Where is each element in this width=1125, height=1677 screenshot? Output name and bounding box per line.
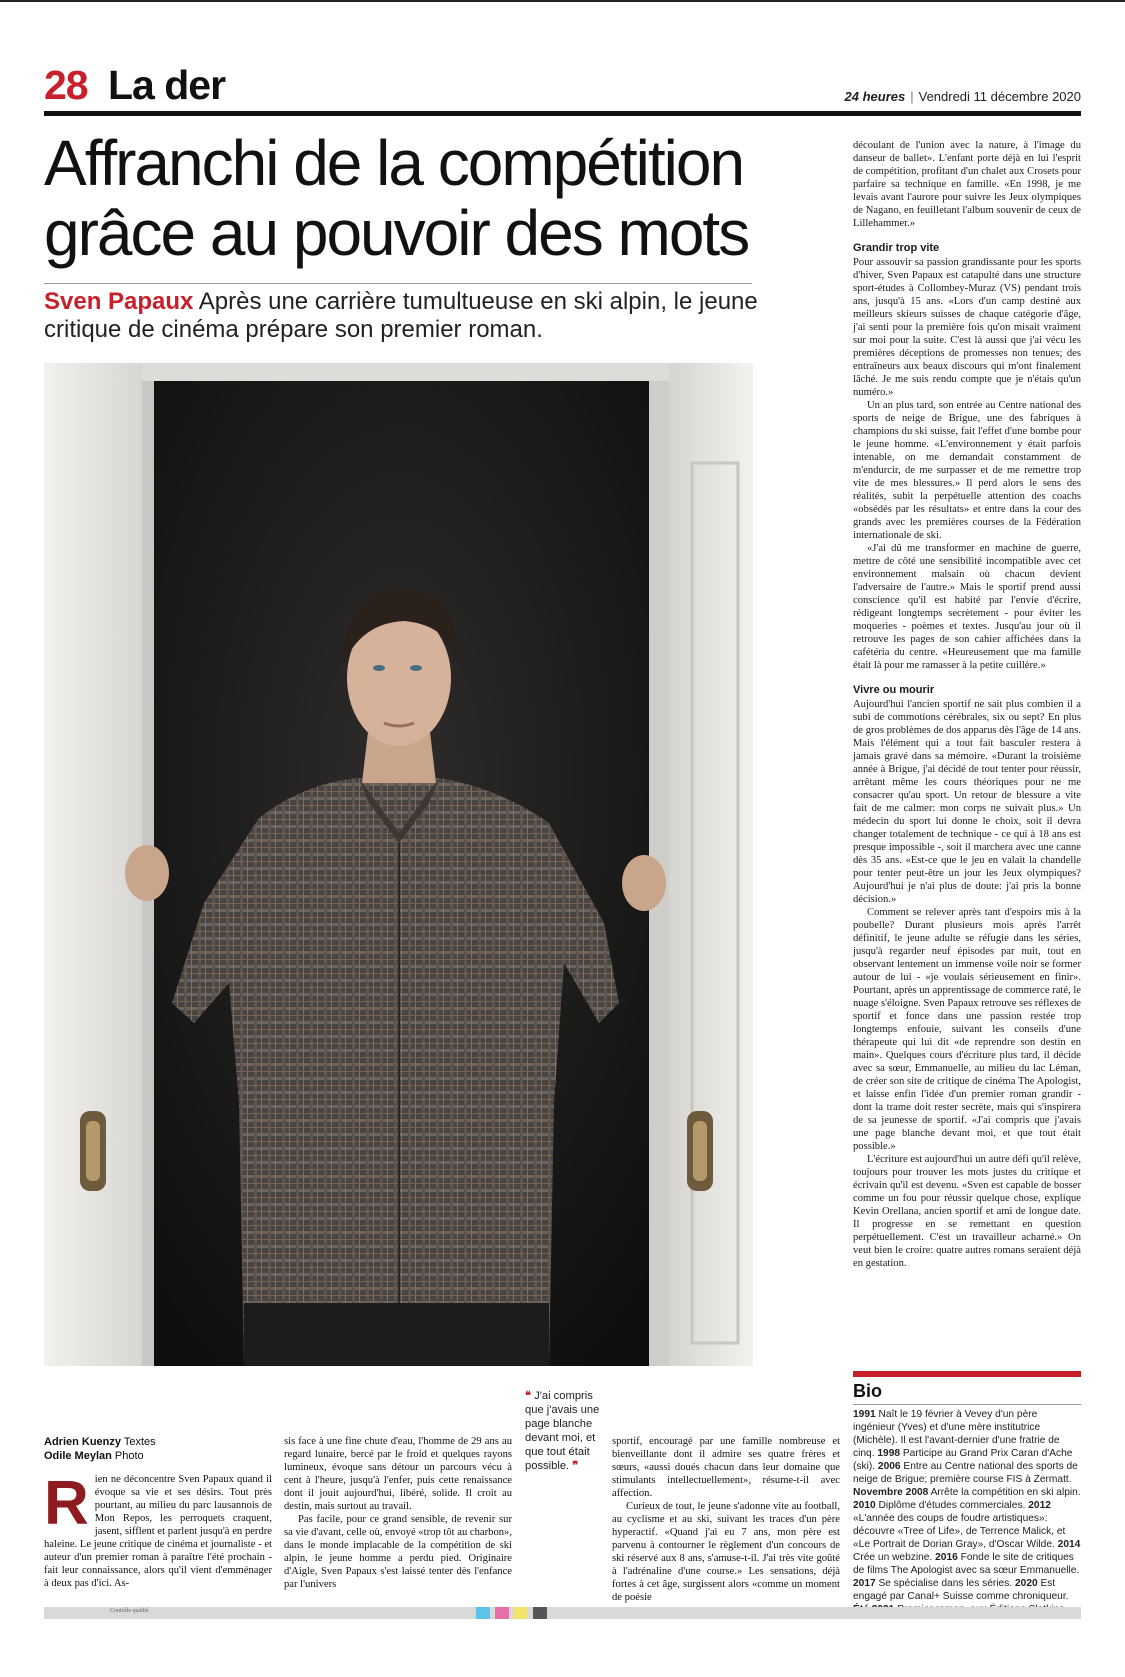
- bio-text: [853, 1408, 1081, 1616]
- bio-entry-text: Participe au Grand Prix Caran d'Ache (ski).: [853, 1448, 1073, 1472]
- masthead: [845, 89, 1081, 104]
- author-name: Adrien Kuenzy: [44, 1436, 122, 1448]
- bio-entry-text: Arrête la compétition en ski alpin.: [928, 1487, 1081, 1498]
- paragraph: L'écriture est aujourd'hui un autre défi qu'il relève, toujours pour trouver les mots justes du critique et écrivain qu'il est devenu. «Sven est capable de bosser comme un fou pour réussir quelque chose, explique Kevin Orellana, ancien sportif et ami de longue date. Il progresse en se remettant en question perpétuellement. C'est un travailleur acharné.» On veut bien le croire: quatre autres romans seraient déjà en gestation.: [853, 1154, 1081, 1269]
- headline-line-2: grâce au pouvoir des mots: [44, 197, 749, 269]
- bio-divider: [853, 1404, 1081, 1405]
- subheading: Grandir trop vite: [853, 242, 940, 254]
- photographer-role: Photo: [114, 1450, 144, 1462]
- portrait-photo: [44, 363, 753, 1366]
- bio-year: 2020: [1014, 1578, 1038, 1589]
- bio-entry-text: Diplôme d'études commerciales.: [875, 1500, 1029, 1511]
- bio-entry-text: Crée un webzine.: [853, 1552, 936, 1563]
- author-role: Textes: [123, 1436, 156, 1448]
- deck-name: Sven Papaux: [44, 288, 194, 315]
- paragraph: sportif, encouragé par une famille nombreuse et bienveillante dont il admire ses quatre frères et sœurs, «aussi doués chacun dans leur domaine que stimulants intellectuellement», résume-t-il avec affection.: [612, 1436, 840, 1499]
- subheading: Vivre ou mourir: [853, 684, 935, 696]
- bio-year: 2016: [935, 1552, 958, 1563]
- paragraph: Un an plus tard, son entrée au Centre national des sports de neige de Brigue, une des fabriques à champions du ski suisse, fait l'effet d'une bombe pour le jeune homme. «L'environnement y était parfois intenable, on me demandait constamment de m'endurcir, de me surpasser et de me remettre trop vite de mes blessures.» Il perd alors le sens des réalités, subit la perpétuelle attention des coachs «obsédés par les résultats» et entre dans la cour des grands avec les premières courses de la Fédération internationale de ski.: [853, 400, 1081, 541]
- issue-date: Vendredi 11 décembre 2020: [918, 89, 1081, 104]
- bio-year: 1991: [853, 1409, 876, 1420]
- section-title: La der: [108, 62, 226, 108]
- cyan-swatch: [476, 1607, 490, 1619]
- bio-year: 2014: [1057, 1539, 1081, 1550]
- bio-year: 2012: [1028, 1500, 1051, 1511]
- magenta-swatch: [495, 1607, 509, 1619]
- column-2-text: [284, 1435, 512, 1591]
- bio-entry-text: Entre au Centre national des sports de neige de Brigue; première course FIS à Zermatt.: [853, 1461, 1078, 1485]
- pull-quote: [525, 1389, 613, 1473]
- headline-line-1: Affranchi de la compétition: [44, 127, 744, 199]
- paragraph: Pas facile, pour ce grand sensible, de revenir sur sa vie d'avant, celle où, envoyé «trop tôt au charbon», dans le monde implacable de la compétition de ski alpin, le jeune homme a perdu pied. Originaire d'Aigle, Sven Papaux s'est laissé tenter dès l'enfance par l'univers: [284, 1514, 512, 1590]
- quality-control-label: Contrôle qualité: [110, 1608, 149, 1614]
- lead-paragraph: ien ne déconcentre Sven Papaux quand il évoque sa vie et ses désirs. Tout près pourtant, au milieu du parc lausannois de Mon Repos, les perroquets craquent, jasent, sifflent et parlent jusqu'à en perdre haleine. Le jeune critique de cinéma et journaliste - et auteur d'un premier roman à paraître l'été prochain - fait leur connaissance, alors qu'il vient d'emménager à deux pas d'ici. As-: [44, 1474, 272, 1589]
- bio-year: 1998: [877, 1448, 901, 1459]
- bio-year: Novembre 2008: [853, 1487, 929, 1498]
- bio-rule: [853, 1371, 1081, 1377]
- black-swatch: [533, 1607, 547, 1619]
- photographer-name: Odile Meylan: [44, 1450, 112, 1462]
- header-rule: [44, 111, 1081, 116]
- bio-entry-text: Naît le 19 février à Vevey d'un père ingénieur (Yves) et d'une mère institutrice (Michèle). Il est l'avant-dernier d'une fratrie de cinq.: [853, 1409, 1060, 1459]
- deck: [44, 288, 764, 344]
- deck-text: Après une carrière tumultueuse en ski alpin, le jeune critique de cinéma prépare son premier roman.: [44, 288, 758, 343]
- right-column-text: [853, 139, 1081, 1270]
- paper-name: 24 heures: [844, 89, 906, 104]
- column-4-text: [612, 1435, 840, 1604]
- bio-year: 2006: [877, 1461, 901, 1472]
- quote-open-icon: ❝: [525, 1390, 532, 1402]
- paragraph: Curieux de tout, le jeune s'adonne vite au football, au cyclisme et au ski, suivant les traces d'un père hyperactif. «Quand j'ai eu 7 ans, mon père est parvenu à contourner le règlement d'un concours de ski réservé aux 8 ans, s'amuse-t-il. J'ai très vite goûté à l'adrénaline d'une course.» Les sensations, déjà fortes à cet âge, surgissent alors «comme un moment de poésie: [612, 1501, 840, 1603]
- paragraph: Comment se relever après tant d'espoirs mis à la poubelle? Durant plusieurs mois après l'arrêt définitif, le jeune adulte se réfugie dans les séries, jusqu'à regarder neuf épisodes par nuit, tout en observant lentement un immense voile noir se former autour de lui - «je voulais sérieusement en finir». Pourtant, après un apprentissage de commerce raté, le nuage s'éloigne. Sven Papaux retrouve ses réflexes de sportif et fonce dans une passion restée trop longtemps enfouie, suivant les conseils d'une thérapeute qui lui dit «de reprendre son destin en main». Quelques cours d'écriture plus tard, il décide avec sa sœur, Emmanuelle, au milieu du lac Léman, de créer son site de critique de cinéma The Apologist, et laisse enfin l'idée d'un premier roman grandir - dont la trame doit rester secrète, mais qui s'inspirera de sa jeunesse de sportif. «J'ai compris que j'avais une page blanche devant moi, et que tout était possible.»: [853, 907, 1081, 1152]
- deck-rule: [44, 283, 752, 284]
- masthead-separator: |: [910, 89, 914, 104]
- headline: [44, 128, 764, 268]
- print-control-strip: [44, 1607, 1081, 1619]
- pull-quote-text: J'ai compris que j'avais une page blanche devant moi, et que tout était possible.: [525, 1390, 600, 1472]
- bio-year: 2017: [853, 1578, 876, 1589]
- top-rule: [0, 0, 1125, 2]
- bio-entry-text: Se spécialise dans les séries.: [875, 1578, 1015, 1589]
- paragraph: «J'ai dû me transformer en machine de guerre, mettre de côté une sensibilité incompatible avec cet environnement malsain où chacun devient l'adversaire de l'autre.» Mais le sportif prend aussi conscience qu'il est habité par l'envie d'écrire, rédigeant longtemps secrètement - pour éviter les moqueries - poèmes et textes. Jusqu'au jour où il retrouve les pages de son cahier affichées dans la cafétéria du centre. «Heureusement que ma famille était là pour me ramasser à la petite cuillère.»: [853, 543, 1081, 671]
- bio-entry-text: «L'année des coups de foudre artistiques»: découvre «Tree of Life», de Terrence Malick, et «Le Portrait de Dorian Gray», d'Oscar Wilde.: [853, 1513, 1066, 1550]
- credits: [44, 1435, 156, 1463]
- bio-entry-text: Fonde le site de critiques de films The Apologist avec sa sœur Emmanuelle.: [853, 1552, 1080, 1576]
- bio-title: Bio: [853, 1381, 882, 1401]
- quote-close-icon: ❞: [572, 1460, 579, 1472]
- page-number: 28: [44, 62, 88, 108]
- bio-entry-text: Est engagé par Canal+ Suisse comme chroniqueur.: [853, 1578, 1069, 1602]
- paragraph: découlant de l'union avec la nature, à l'image du danseur de ballet». L'enfant porte déjà en lui l'esprit de compétition, profitant d'un chalet aux Crosets pour parfaire sa technique en famille. «En 1998, je me levais avant l'aurore pour suivre les Jeux olympiques de Nagano, en feuilletant l'album souvenir de ceux de Lillehammer.»: [853, 140, 1081, 229]
- paragraph: Aujourd'hui l'ancien sportif ne sait plus combien il a subi de commotions cérébrales, six ou sept? En plus de gros problèmes de dos apparus dès l'âge de 14 ans. Mais l'élément qui a tout fait basculer restera à jamais gravé dans sa mémoire. «Durant la troisième année à Brigue, j'ai décidé de tout tenter pour réussir, arrêtant même les cours théoriques pour ne me consacrer qu'au sport. Un retour de blessure a vite fait de me calmer: mon corps ne suivait plus.» Un médecin du sport lui donne le choix, soit il devra changer totalement de technique - ce qui à 18 ans est presque impossible -, soit il marchera avec une canne dès 35 ans. «Est-ce que le jeu en valait la chandelle pour tenter peut-être un jour les Jeux olympiques? Aujourd'hui je n'ai plus de doute: j'ai pris la bonne décision.»: [853, 699, 1081, 905]
- column-1-text: [44, 1469, 272, 1590]
- drop-cap: R: [44, 1469, 89, 1538]
- portrait-illustration: [44, 363, 753, 1366]
- paragraph: Pour assouvir sa passion grandissante pour les sports d'hiver, Sven Papaux est catapulté dans une structure sport-études à Collombey-Muraz (VS) pendant trois ans, jusqu'à 15 ans. «Lors d'un camp destiné aux meilleurs skieurs suisses de chaque catégorie d'âge, j'ai senti pour la première fois qu'on misait vraiment sur moi pour la suite. C'est là aussi que j'ai vécu les premières déceptions de promesses non tenues; des entraîneurs aux beaux discours qui m'ont finalement lâché. Je me suis rendu compte que je n'étais qu'un numéro.»: [853, 257, 1081, 398]
- paragraph: sis face à une fine chute d'eau, l'homme de 29 ans au regard lunaire, bercé par le froid et quelques rayons lumineux, évoque sans détour un parcours vécu à cent à l'heure, jusqu'à l'enfer, puis cette renaissance dont il jouit aujourd'hui, libéré, solide. Il croit au destin, mais surtout au travail.: [284, 1436, 512, 1512]
- yellow-swatch: [514, 1607, 528, 1619]
- bio-year: 2010: [853, 1500, 876, 1511]
